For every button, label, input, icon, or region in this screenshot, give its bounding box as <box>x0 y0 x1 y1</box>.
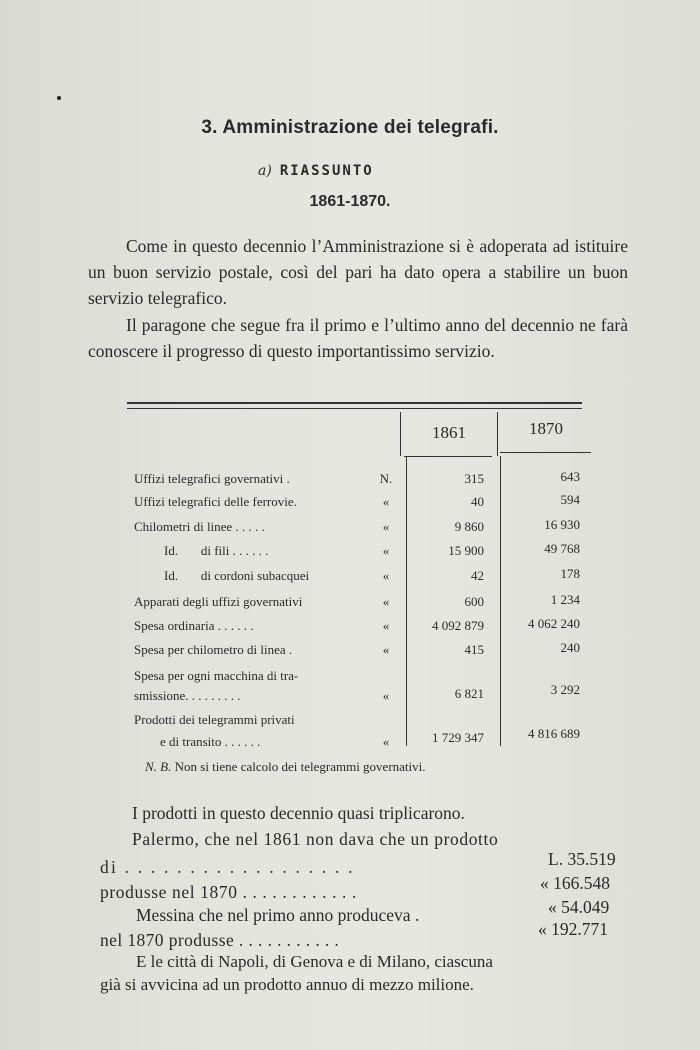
row-label: Chilometri di linee . . . . . <box>134 519 265 534</box>
header-underline <box>500 452 591 453</box>
header-underline <box>404 456 492 457</box>
table-footnote <box>145 759 426 775</box>
footnote-text: Non si tiene calcolo dei telegrammi governativi. <box>174 759 426 774</box>
row-label: Spesa ordinaria . . . . . . <box>134 618 254 633</box>
amount: « 192.771 <box>538 919 608 939</box>
text-line: già si avvicina ad un prodotto annuo di mezzo milione. <box>100 975 474 994</box>
amount: L. 35.519 <box>548 849 616 869</box>
row-label: Id. di cordoni subacquei <box>164 568 310 583</box>
value-1861: 6 821 <box>454 686 484 701</box>
row-mark: N. <box>379 471 393 486</box>
text-line: Messina che nel primo anno produceva . <box>136 905 420 925</box>
value-1870: 49 768 <box>544 541 580 556</box>
row-label: Id. di fili . . . . . . <box>164 543 269 558</box>
value-1870: 16 930 <box>544 517 580 532</box>
text-line: di . . . . . . . . . . . . . . . . . . <box>100 857 355 877</box>
value-1870: 594 <box>560 492 580 507</box>
subheading-letter: a) <box>258 163 272 179</box>
value-1861: 4 092 879 <box>432 618 484 633</box>
intro-paragraph-2 <box>88 312 628 364</box>
intro-paragraph-1 <box>88 233 628 311</box>
text-line: I prodotti in questo decennio quasi triplicarono. <box>132 803 465 823</box>
column-divider <box>400 412 401 456</box>
row-mark: « <box>382 688 390 703</box>
table-top-rule-thin <box>127 408 582 409</box>
row-label: Spesa per chilometro di linea . <box>134 642 293 657</box>
value-1861: 40 <box>471 494 484 509</box>
amount: « 54.049 <box>548 897 610 917</box>
ink-speck <box>57 96 61 100</box>
value-1870: 3 292 <box>550 682 580 697</box>
text-line: E le città di Napoli, di Genova e di Milano, ciascuna <box>136 952 493 971</box>
text-line: Palermo, che nel 1861 non dava che un prodotto <box>132 829 499 849</box>
text-line: nel 1870 produsse . . . . . . . . . . . <box>100 930 340 950</box>
row-mark: « <box>382 594 390 609</box>
amount: « 166.548 <box>540 873 610 893</box>
table-top-rule <box>127 402 582 404</box>
value-1861: 415 <box>464 642 484 657</box>
value-1870: 4 062 240 <box>528 616 580 631</box>
row-label: Spesa per ogni macchina di tra- <box>134 668 299 683</box>
column-header-1870: 1870 <box>529 419 563 438</box>
row-label: Apparati degli uffizi governativi <box>134 594 303 609</box>
value-1870: 178 <box>560 566 580 581</box>
subheading <box>258 163 374 179</box>
row-mark: « <box>382 494 390 509</box>
subheading-word: RIASSUNTO <box>279 163 374 179</box>
paragraph-text: Il paragone che segue fra il primo e l’ultimo anno del decennio ne farà conoscere il progresso di questo importantissimo servizio. <box>88 315 628 361</box>
row-label: Uffizi telegrafici governativi . <box>134 471 290 486</box>
row-label-continuation: smissione. . . . . . . . . <box>134 688 241 703</box>
row-mark: « <box>382 618 390 633</box>
row-mark: « <box>382 519 390 534</box>
text-line: produsse nel 1870 . . . . . . . . . . . . <box>100 882 357 902</box>
period-title: 1861-1870. <box>309 193 391 210</box>
row-label: Uffizi telegrafici delle ferrovie. <box>134 494 297 509</box>
value-1870: 240 <box>560 640 580 655</box>
value-1861: 15 900 <box>448 543 484 558</box>
value-1861: 315 <box>464 471 484 486</box>
column-divider <box>497 412 498 456</box>
value-1870: 4 816 689 <box>528 726 580 741</box>
row-label: Prodotti dei telegrammi privati <box>134 712 295 727</box>
paragraph-text: Come in questo decennio l’Amministrazione si è adoperata ad istituire un buon servizio postale, così del pari ha dato opera a stabilire un buon servizio telegrafico. <box>88 236 628 308</box>
row-mark: « <box>382 734 390 749</box>
row-mark: « <box>382 543 390 558</box>
value-1870: 643 <box>560 469 580 484</box>
row-mark: « <box>382 642 390 657</box>
value-1861: 9 860 <box>454 519 484 534</box>
footnote-prefix: N. B. <box>145 759 172 774</box>
value-1861: 42 <box>471 568 484 583</box>
value-1870: 1 234 <box>550 592 580 607</box>
section-heading: 3. Amministrazione dei telegrafi. <box>201 117 499 138</box>
row-mark: « <box>382 568 390 583</box>
column-header-1861: 1861 <box>432 423 466 442</box>
value-1861: 1 729 347 <box>432 730 484 745</box>
value-1861: 600 <box>464 594 484 609</box>
row-label-continuation: e di transito . . . . . . <box>160 734 261 749</box>
